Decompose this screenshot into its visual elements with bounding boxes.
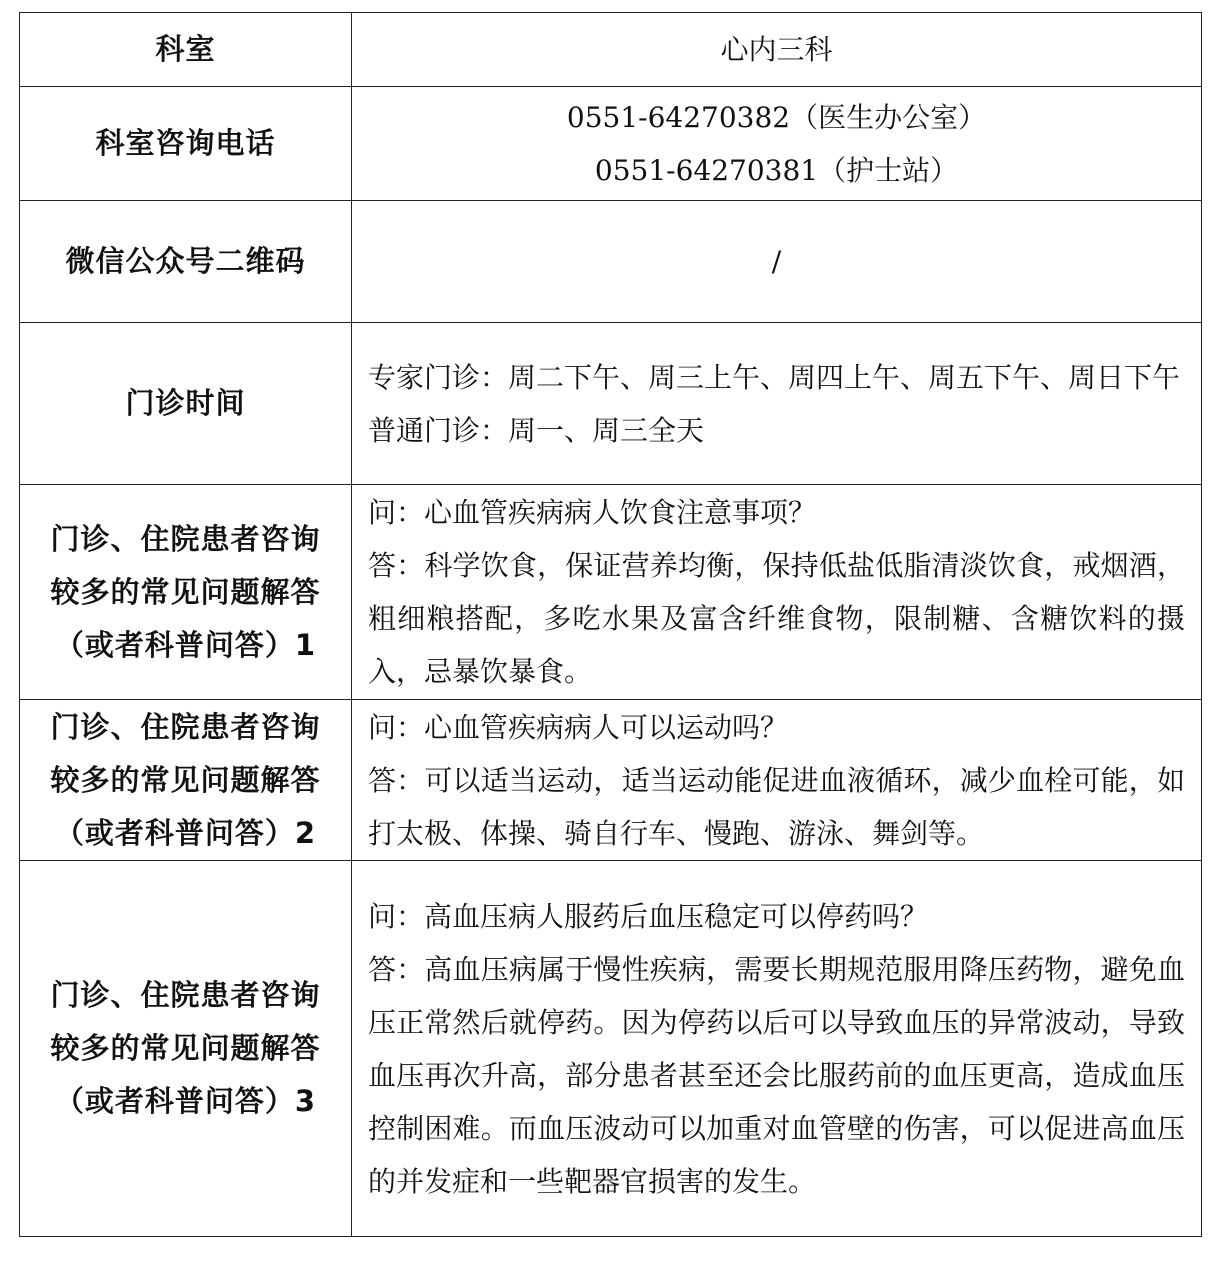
clinic-hours-row [20, 323, 1202, 485]
phone-label: 科室咨询电话 [20, 87, 352, 201]
department-label: 科室 [20, 13, 352, 87]
faq-question: 问：高血压病人服药后血压稳定可以停药吗？ [368, 899, 929, 933]
faq-label [20, 485, 352, 700]
phone-values [352, 87, 1202, 201]
faq-label-line: 门诊、住院患者咨询 [50, 978, 321, 1012]
faq-label [20, 861, 352, 1237]
department-value: 心内三科 [352, 13, 1202, 87]
faq-content [352, 700, 1202, 861]
faq-label-line: 门诊、住院患者咨询 [50, 709, 321, 744]
faq-row [20, 700, 1202, 861]
wechat-row [20, 201, 1202, 323]
wechat-value: / [352, 201, 1202, 323]
faq-question: 问：心血管疾病病人可以运动吗？ [368, 710, 789, 744]
faq-content [352, 861, 1202, 1237]
faq-question: 问：心血管疾病病人饮食注意事项？ [368, 496, 817, 529]
faq-answer: 答：可以适当运动，适当运动能促进血液循环，减少血栓可能，如打太极、体操、骑自行车、慢跑、游泳、舞剑等。 [368, 763, 1185, 850]
faq-label-line: 较多的常见问题解答 [50, 1031, 321, 1065]
department-info-table [19, 12, 1202, 1237]
faq-row [20, 485, 1202, 700]
faq-content [352, 485, 1202, 700]
faq-row [20, 861, 1202, 1237]
faq-label-line: 较多的常见问题解答 [50, 762, 321, 797]
faq-label-line: （或者科普问答）1 [54, 627, 317, 662]
clinic-hours-values [352, 323, 1202, 485]
department-row [20, 13, 1202, 87]
general-clinic-hours: 普通门诊：周一、周三全天 [368, 413, 705, 447]
faq-label-line: 门诊、住院患者咨询 [50, 521, 321, 556]
faq-label [20, 700, 352, 861]
phone-doctor-office: 0551-64270382（医生办公室） [566, 100, 987, 134]
phone-row [20, 87, 1202, 201]
faq-answer: 答：高血压病属于慢性疾病，需要长期规范服用降压药物，避免血压正常然后就停药。因为停药以后可以导致血压的异常波动，导致血压再次升高，部分患者甚至还会比服药前的血压更高，造成血压控制困难。而血压波动可以加重对血管壁的伤害，可以促进高血压的并发症和一些靶器官损害的发生。 [368, 952, 1185, 1198]
faq-label-line: （或者科普问答）3 [54, 1084, 317, 1118]
clinic-hours-label: 门诊时间 [20, 323, 352, 485]
phone-nurse-station: 0551-64270381（护士站） [594, 153, 959, 187]
faq-answer: 答：科学饮食，保证营养均衡，保持低盐低脂清淡饮食，戒烟酒，粗细粮搭配，多吃水果及富含纤维食物，限制糖、含糖饮料的摄入，忌暴饮暴食。 [368, 549, 1185, 688]
expert-clinic-hours: 专家门诊：周二下午、周三上午、周四上午、周五下午、周日下午 [368, 360, 1181, 394]
faq-label-line: 较多的常见问题解答 [50, 574, 321, 609]
wechat-label: 微信公众号二维码 [20, 201, 352, 323]
faq-label-line: （或者科普问答）2 [54, 815, 317, 850]
